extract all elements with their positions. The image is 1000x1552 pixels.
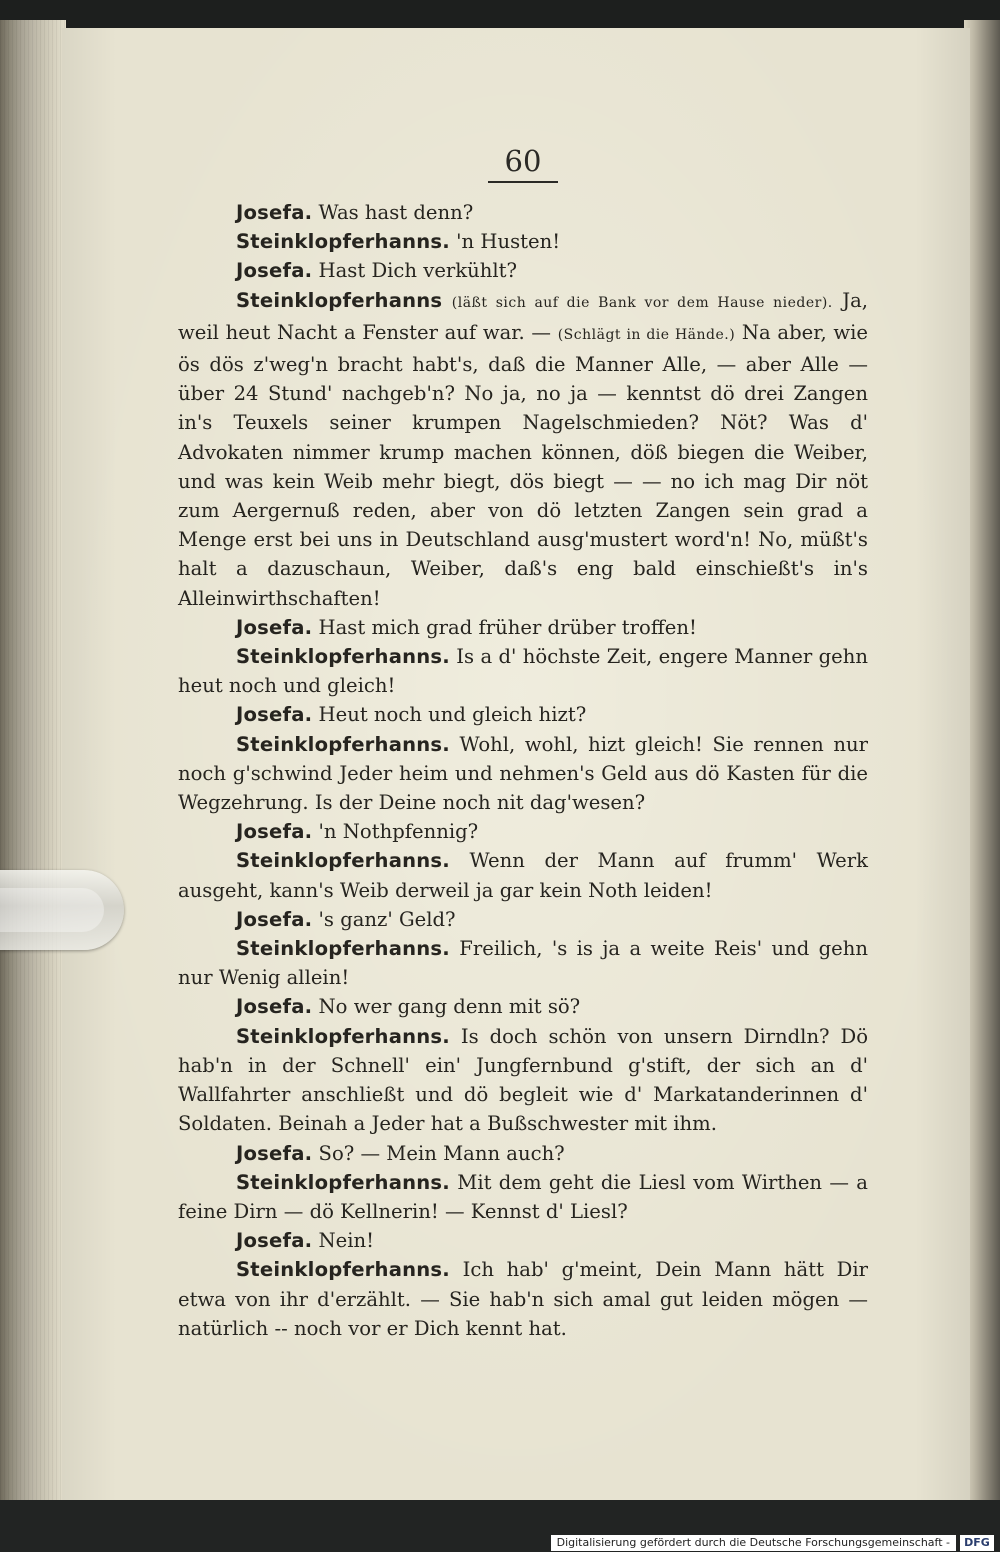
line-text: No wer gang denn mit sö? <box>318 995 581 1019</box>
line-text: 'n Husten! <box>456 230 561 254</box>
speaker-name: Steinklopferhanns. <box>236 849 450 873</box>
line-text: Wenn der Mann auf frumm' Werk ausgeht, kann's Weib derweil ja gar kein Noth leiden! <box>178 849 869 902</box>
digitization-credit: Digitalisierung gefördert durch die Deutsche Forschungsgemeinschaft - <box>551 1535 956 1551</box>
speaker-name: Steinklopferhanns. <box>236 1170 450 1194</box>
dialogue-line <box>178 700 868 729</box>
dialogue-line <box>178 286 868 613</box>
speaker-name: Josefa. <box>236 259 313 283</box>
line-text: Ja, weil heut Nacht a Fenster auf war. — <box>178 288 869 344</box>
speaker-name: Steinklopferhanns. <box>236 1258 450 1282</box>
dialogue-line <box>178 846 868 904</box>
speaker-name: Josefa. <box>236 615 313 639</box>
dialogue-line <box>178 198 868 227</box>
line-text: So? — Mein Mann auch? <box>318 1141 565 1165</box>
line-text: 's ganz' Geld? <box>318 907 456 931</box>
speaker-name: Josefa. <box>236 201 313 224</box>
stage-direction: (läßt sich auf die Bank vor dem Hause nieder). <box>451 294 833 311</box>
dialogue-line <box>178 1139 868 1168</box>
dialogue-text <box>178 198 868 1343</box>
line-text: Hast Dich verkühlt? <box>318 259 518 283</box>
dialogue-line <box>178 256 868 285</box>
speaker-name: Steinklopferhanns. <box>236 230 450 254</box>
line-text: Na aber, wie ös dös z'weg'n bracht habt's, daß die Manner Alle, — aber Alle — über 24 Stund' nachgeb'n? No ja, no ja — kenntst dö drei Zangen in's Teuxels seiner krumpen Nagelschmieden? Nöt? Was d' Advokaten nimmer krump machen können, döß biegen die Weiber, und was kein Weib mehr biegt, dös biegt — — no ich mag Dir nöt zum Aergernuß reden, aber von dö letzten Zangen sein grad a Menge erst bei uns in Deutschland ausg'mustert word'n! No, müßt's halt a dazuschaun, Weiber, daß's eng bald einschießt's in's Alleinwirthschaften! <box>178 320 868 610</box>
page-clip <box>0 870 124 950</box>
dialogue-line <box>178 1226 868 1255</box>
line-text: Ich hab' g'meint, Dein Mann hätt Dir etwa von ihr d'erzählt. — Sie hab'n sich amal gut leiden mögen — natürlich -- noch vor er Dich kennt hat. <box>178 1258 868 1340</box>
line-text: Wohl, wohl, hizt gleich! Sie rennen nur noch g'schwind Jeder heim und nehmen's Geld aus dö Kasten für die Wegzehrung. Is der Deine noch nit dag'wesen? <box>178 732 868 815</box>
dialogue-line <box>178 1022 868 1139</box>
line-text: Nein! <box>318 1229 375 1253</box>
dialogue-line <box>178 1168 868 1226</box>
dialogue-line <box>178 613 868 642</box>
speaker-name: Josefa. <box>236 907 313 931</box>
page-number: 60 <box>504 144 542 178</box>
page-number-rule <box>488 181 558 183</box>
dialogue-line <box>178 730 868 818</box>
dfg-logo: DFG <box>960 1535 994 1551</box>
speaker-name: Josefa. <box>236 820 313 844</box>
page-stack-edge-left <box>0 20 66 1500</box>
line-text: Freilich, 's is ja a weite Reis' und gehn nur Wenig allein! <box>178 937 868 990</box>
line-text: Was hast denn? <box>318 201 474 224</box>
speaker-name: Steinklopferhanns. <box>236 1024 450 1048</box>
dialogue-line <box>178 817 868 846</box>
line-text: Is a d' höchste Zeit, engere Manner gehn heut noch und gleich! <box>178 645 868 698</box>
speaker-name: Josefa. <box>236 1229 313 1253</box>
dialogue-line <box>178 934 868 992</box>
dialogue-line <box>178 905 868 934</box>
line-text: Heut noch und gleich hizt? <box>318 703 587 727</box>
stage-direction: (Schlägt in die Hände.) <box>557 326 736 343</box>
line-text: Is doch schön von unsern Dirndln? Dö hab'n in der Schnell' ein' Jungfernbund g'stift, der sich an d' Wallfahrter anschließt und dö begleit wie d' Markatanderinnen d' Soldaten. Beinah a Jeder hat a Bußschwester mit ihm. <box>178 1024 868 1136</box>
line-text: Hast mich grad früher drüber troffen! <box>318 615 697 639</box>
dialogue-line <box>178 227 868 256</box>
speaker-name: Josefa. <box>236 1141 313 1165</box>
dialogue-line <box>178 992 868 1021</box>
speaker-name: Josefa. <box>236 703 313 727</box>
dialogue-line <box>178 1255 868 1343</box>
speaker-name: Steinklopferhanns. <box>236 732 450 756</box>
speaker-name: Josefa. <box>236 995 313 1019</box>
dialogue-line <box>178 642 868 700</box>
line-text: 'n Nothpfennig? <box>318 820 479 844</box>
speaker-name: Steinklopferhanns. <box>236 645 450 669</box>
line-text: Mit dem geht die Liesl vom Wirthen — a feine Dirn — dö Kellnerin! — Kennst d' Liesl? <box>178 1170 868 1223</box>
speaker-name: Steinklopferhanns <box>236 288 443 312</box>
speaker-name: Steinklopferhanns. <box>236 937 450 961</box>
